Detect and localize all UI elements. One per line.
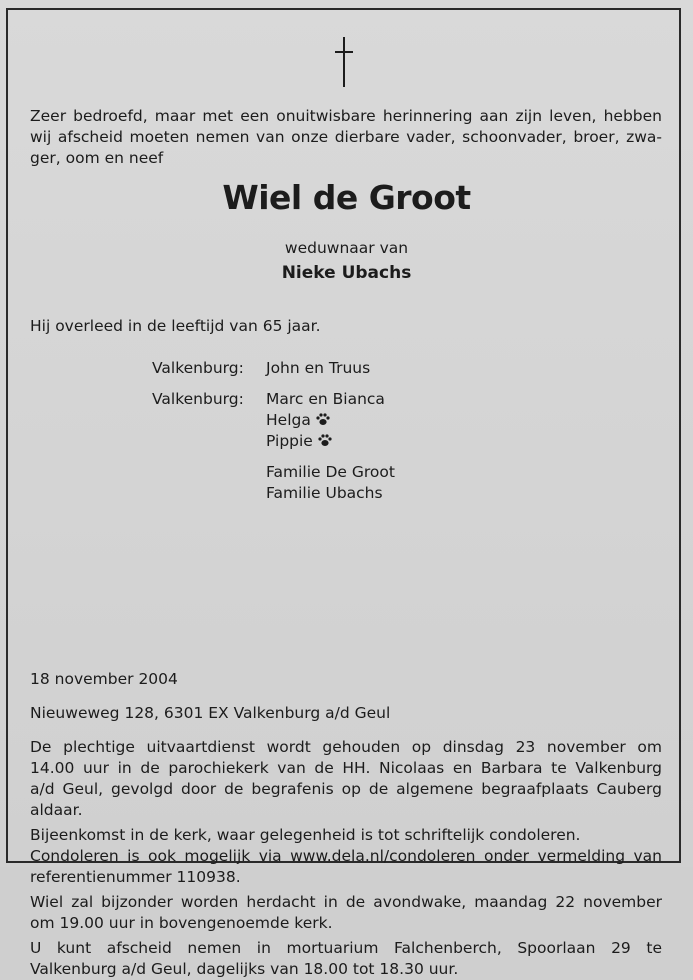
family-name: John en Truus [266,359,371,377]
text-line: De plechtige uitvaartdienst wordt gehouden op dinsdag 23 november om [30,738,662,756]
notice-date: 18 november 2004 [30,670,178,688]
paragraph [30,938,662,980]
text-line: U kunt afscheid nemen in mortuarium Falchenberch, Spoorlaan 29 te [30,939,662,957]
paw-print-icon [318,434,332,447]
intro-text [30,106,662,169]
text-line: aldaar. [30,801,83,819]
family-name: Marc en Bianca [266,390,385,408]
intro-line: wij afscheid moeten nemen van onze dierbare vader, schoonvader, broer, zwa- [30,128,662,146]
text-line: Bijeenkomst in de kerk, waar gelegenheid is tot schriftelijk condoleren. [30,826,581,844]
intro-line: Zeer bedroefd, maar met een onuitwisbare herinnering aan zijn leven, hebben [30,107,662,125]
intro-line: ger, oom en neef [30,149,164,167]
paragraph [30,737,662,821]
paragraph [30,825,662,888]
cross-icon [333,37,355,87]
family-name: Familie De Groot [266,463,395,481]
text-line: a/d Geul, gevolgd door de begrafenis op de algemene begraafplaats Cauberg [30,780,662,798]
text-line: Condoleren is ook mogelijk via www.dela.nl/condoleren onder vermelding van [30,847,662,865]
text-line: Wiel zal bijzonder worden herdacht in de avondwake, maandag 22 november [30,893,662,911]
text-line: referentienummer 110938. [30,868,241,886]
family-name: Familie Ubachs [266,484,383,502]
paw-print-icon [316,413,330,426]
family-name: Pippie [266,432,313,450]
family-name: Helga [266,411,311,429]
text-line: Valkenburg a/d Geul, dagelijks van 18.00 tot 18.30 uur. [30,960,459,978]
family-place: Valkenburg: [152,390,244,408]
text-line: om 19.00 uur in bovengenoemde kerk. [30,914,333,932]
service-details [30,737,662,980]
home-address: Nieuweweg 128, 6301 EX Valkenburg a/d Geul [30,704,391,722]
widower-text: weduwnaar van [284,239,409,257]
family-place: Valkenburg: [152,359,244,377]
paragraph [30,892,662,934]
text-line: 14.00 uur in de parochiekerk van de HH. Nicolaas en Barbara te Valkenburg [30,759,662,777]
deceased-name: Wiel de Groot [222,178,471,217]
spouse-name: Nieke Ubachs [281,263,412,283]
age-statement: Hij overleed in de leeftijd van 65 jaar. [30,317,321,335]
